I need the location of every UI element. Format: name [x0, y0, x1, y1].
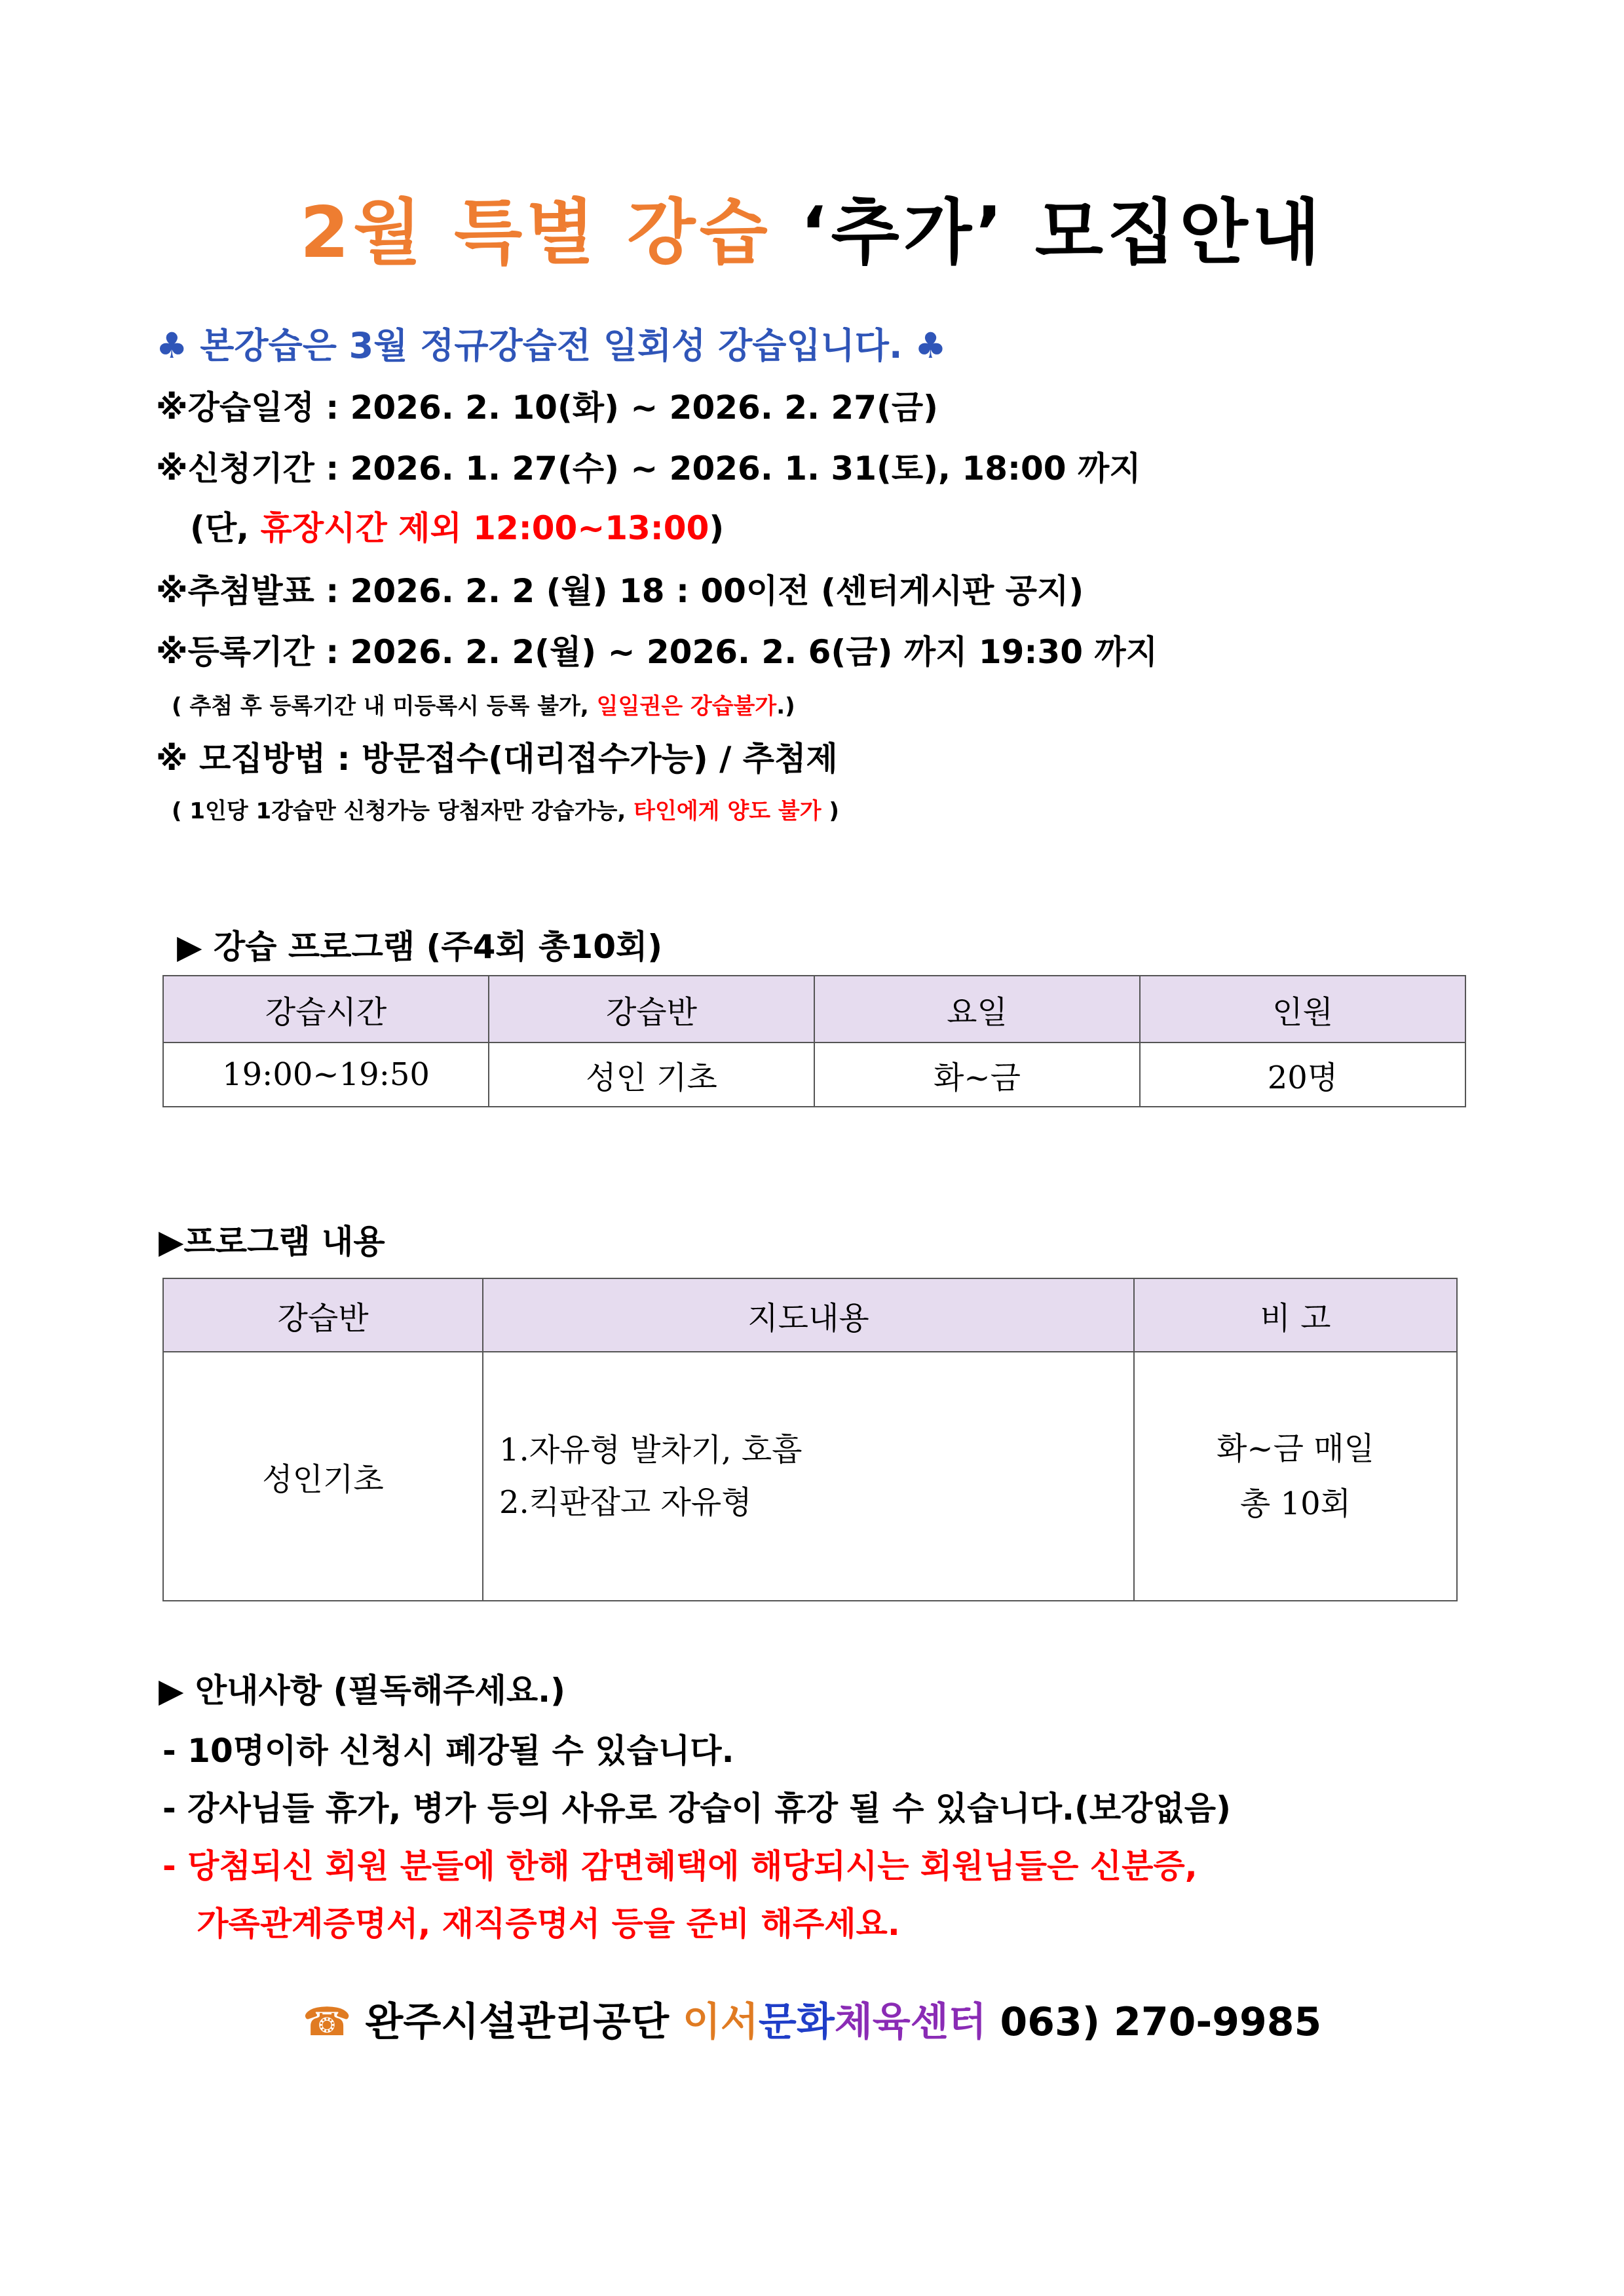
footer-cheyuk: 체육센터 — [834, 1999, 987, 2045]
apply-note-red: 휴장시간 제외 12:00~13:00 — [260, 509, 709, 547]
register-note — [172, 688, 795, 720]
notice-line — [156, 318, 947, 368]
method-note-suffix: ) — [821, 798, 839, 824]
apply-note — [190, 502, 724, 549]
title-rest: ‘추가’ 모집안내 — [771, 192, 1325, 274]
header-cell-class: 강습반 — [163, 1278, 483, 1352]
header-cell-note: 비 고 — [1134, 1278, 1457, 1352]
program-heading: ▶ 강습 프로그램 (주4회 총10회) — [177, 928, 663, 966]
note-line: 화~금 매일 — [1216, 1430, 1374, 1467]
program-table — [162, 975, 1466, 1107]
content-heading: ▶프로그램 내용 — [159, 1223, 385, 1261]
header-cell-day: 요일 — [814, 976, 1140, 1043]
schedule-line: ※강습일정 : 2026. 2. 10(화) ~ 2026. 2. 27(금) — [156, 389, 938, 427]
register-note-suffix: .) — [776, 693, 795, 719]
table-row — [163, 1043, 1465, 1107]
method-note-prefix: ( 1인당 1강습만 신청가능 당첨자만 강습가능, — [172, 798, 634, 824]
footer-yiseo: 이서 — [682, 1999, 759, 2045]
cell-class-name: 성인기초 — [163, 1352, 483, 1601]
guide-line-red: - 당첨되신 회원 분들에 한해 감면혜택에 해당되시는 회원님들은 신분증, — [162, 1847, 1198, 1885]
apply-note-suffix: ) — [709, 509, 725, 547]
club-icon: ♣ — [915, 325, 947, 366]
method-note-red: 타인에게 양도 불가 — [633, 798, 821, 824]
content-item: 1.자유형 발차기, 호흡 — [499, 1432, 803, 1468]
guide-line: - 강사님들 휴가, 병가 등의 사유로 강습이 휴강 될 수 있습니다.(보강없음) — [162, 1789, 1231, 1827]
header-cell-time: 강습시간 — [163, 976, 489, 1043]
guide-line: - 10명이하 신청시 폐강될 수 있습니다. — [162, 1732, 734, 1770]
cell-class: 성인 기초 — [489, 1043, 814, 1107]
table-header-row — [163, 1278, 1457, 1352]
header-cell-content: 지도내용 — [483, 1278, 1134, 1352]
notice-text: 본강습은 3월 정규강습전 일회성 강습입니다. — [187, 325, 915, 366]
content-table — [162, 1278, 1458, 1601]
table-row — [163, 1352, 1457, 1601]
club-icon: ♣ — [156, 325, 188, 366]
footer-phone: 063) 270-9985 — [986, 1999, 1322, 2045]
footer-org: 완주시설관리공단 — [351, 1999, 683, 2045]
header-cell-class: 강습반 — [489, 976, 814, 1043]
header-cell-capacity: 인원 — [1140, 976, 1465, 1043]
lottery-line: ※추첨발표 : 2026. 2. 2 (월) 18 : 00이전 (센터게시판 공지) — [156, 572, 1084, 610]
cell-time: 19:00~19:50 — [163, 1043, 489, 1107]
footer-munhwa: 문화 — [758, 1999, 835, 2045]
cell-capacity: 20명 — [1140, 1043, 1465, 1107]
phone-icon: ☎ — [302, 1999, 352, 2045]
table-header-row — [163, 976, 1465, 1043]
footer-contact — [0, 1991, 1624, 2047]
guide-heading: ▶ 안내사항 (필독해주세요.) — [159, 1672, 565, 1710]
cell-content — [483, 1352, 1134, 1601]
note-line: 총 10회 — [1239, 1485, 1351, 1522]
title-highlight: 2월 특별 강습 — [299, 192, 772, 274]
register-line: ※등록기간 : 2026. 2. 2(월) ~ 2026. 2. 6(금) 까지 19:30 까지 — [156, 633, 1158, 671]
cell-note — [1134, 1352, 1457, 1601]
register-note-red: 일일권은 강습불가 — [596, 693, 777, 719]
method-line: ※ 모집방법 : 방문접수(대리접수가능) / 추첨제 — [156, 740, 838, 778]
register-note-prefix: ( 추첨 후 등록기간 내 미등록시 등록 불가, — [172, 693, 597, 719]
apply-line: ※신청기간 : 2026. 1. 27(수) ~ 2026. 1. 31(토), 18:00 까지 — [156, 450, 1141, 488]
cell-day: 화~금 — [814, 1043, 1140, 1107]
page-title — [0, 176, 1624, 277]
guide-line-red: 가족관계증명서, 재직증명서 등을 준비 해주세요. — [162, 1905, 900, 1943]
apply-note-prefix: (단, — [190, 509, 261, 547]
method-note — [172, 793, 839, 825]
content-item: 2.킥판잡고 자유형 — [499, 1484, 752, 1521]
